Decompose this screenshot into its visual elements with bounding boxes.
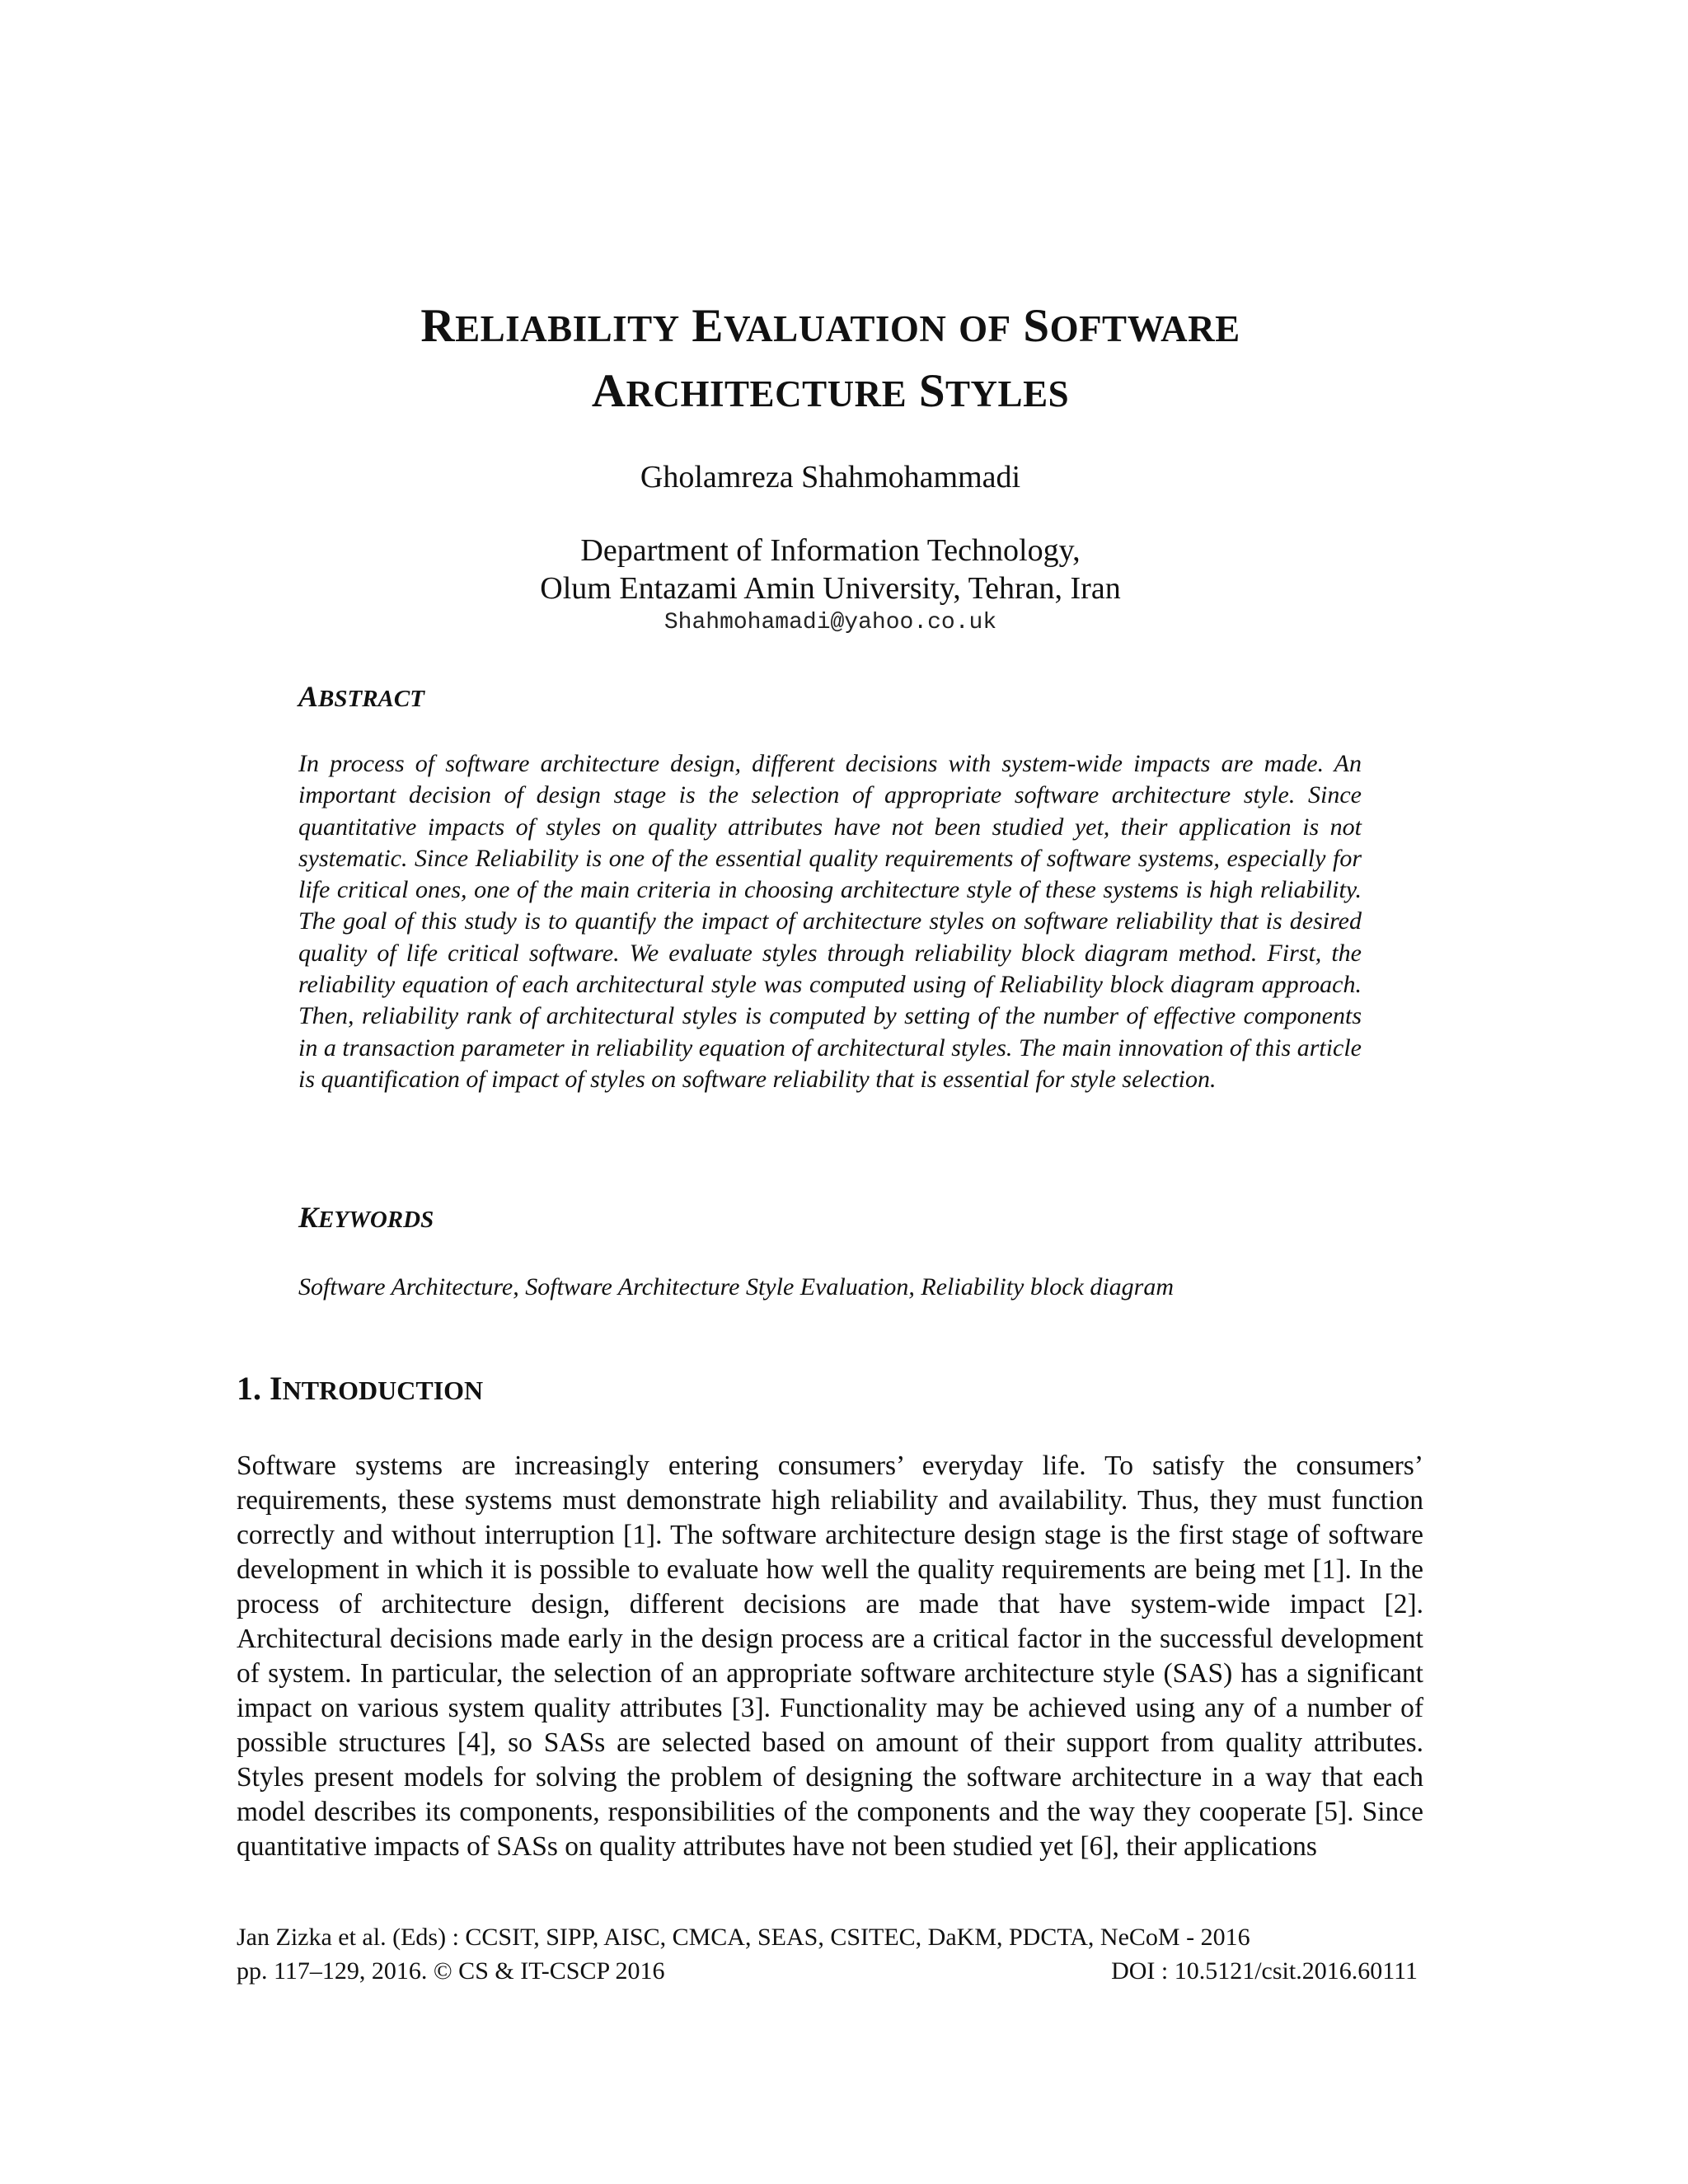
title-line-1: RELIABILITY EVALUATION OF SOFTWARE [420, 300, 1240, 352]
abstract-text: In process of software architecture design, different decisions with system-wide impacts are made. An important decision of design stage is the selection of appropriate software architecture style. Since quantitative impacts of styles on quality attributes have not been studied yet, their application is not systematic. Since Reliability is one of the essential quality requirements of software systems, especially for life critical ones, one of the main criteria in choosing architecture style of these systems is high reliability. The goal of this study is to quantify the impact of architecture styles on software reliability that is desired quality of life critical software. We evaluate styles through reliability block diagram method. First, the reliability equation of each architectural style was computed using of Reliability block diagram approach. Then, reliability rank of architectural styles is computed by setting of the number of effective components in a transaction parameter in reliability equation of architectural styles. The main innovation of this article is quantification of impact of styles on software reliability that is essential for style selection. [298, 750, 1362, 1093]
keywords-heading: KEYWORDS [298, 1201, 434, 1234]
affiliation [0, 532, 1661, 607]
introduction-text: Software systems are increasingly entering consumers’ everyday life. To satisfy the consumers’ requirements, these systems must demonstrate high reliability and availability. Thus, they must function correctly and without interruption [1]. The software architecture design stage is the first stage of software development in which it is possible to evaluate how well the quality requirements are being met [1]. In the process of architecture design, different decisions are made that have system-wide impact [2]. Architectural decisions made early in the design process are a critical factor in the successful development of system. In particular, the selection of an appropriate software architecture style (SAS) has a significant impact on various system quality attributes [3]. Functionality may be achieved using any of a number of possible structures [4], so SASs are selected based on amount of their support from quality attributes. Styles present models for solving the problem of designing the software architecture in a way that each model describes its components, responsibilities of the components and the way they cooperate [5]. Since quantitative impacts of SASs on quality attributes have not been studied yet [6], their applications [237, 1451, 1423, 1862]
footer-pages: pp. 117–129, 2016. © CS & IT-CSCP 2016 [237, 1957, 665, 1985]
abstract-heading: ABSTRACT [298, 680, 424, 713]
footer-proceedings: Jan Zizka et al. (Eds) : CCSIT, SIPP, AISC, CMCA, SEAS, CSITEC, DaKM, PDCTA, NeCoM - 2016 [237, 1924, 1250, 1951]
footer-doi: DOI : 10.5121/csit.2016.60111 [1111, 1957, 1418, 1985]
keywords-text: Software Architecture, Software Architecture Style Evaluation, Reliability block diagram [298, 1273, 1175, 1301]
affiliation-university: Olum Entazami Amin University, Tehran, Iran [540, 571, 1121, 606]
author-name: Gholamreza Shahmohammadi [640, 460, 1021, 494]
introduction-heading: 1. INTRODUCTION [237, 1370, 484, 1407]
affiliation-department: Department of Information Technology, [580, 533, 1081, 568]
author-email: Shahmohamadi@yahoo.co.uk [663, 610, 997, 635]
paper-title [0, 295, 1661, 425]
title-line-2: ARCHITECTURE STYLES [591, 365, 1070, 417]
